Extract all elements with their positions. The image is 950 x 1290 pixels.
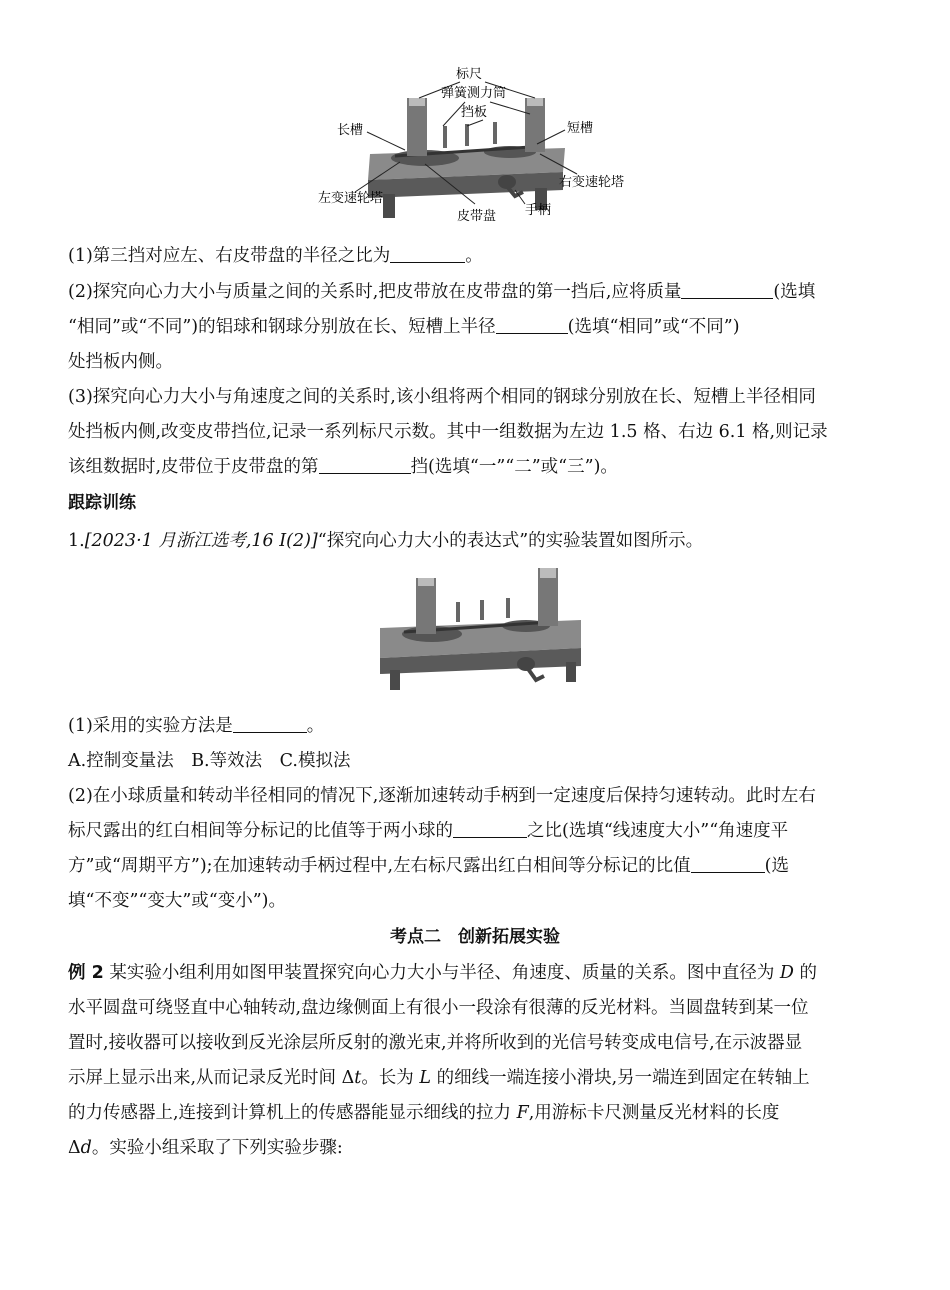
label-tanhuang: 弹簧测力筒 bbox=[441, 86, 507, 101]
label-youlunta: 右变速轮塔 bbox=[559, 175, 625, 190]
right-column bbox=[525, 98, 545, 152]
crank-handle-2 bbox=[526, 666, 544, 680]
label-changcao: 长槽 bbox=[337, 123, 364, 138]
question-1: (1)第三挡对应左、右皮带盘的半径之比为 。 bbox=[68, 246, 483, 266]
track-q1: (1)采用的实验方法是 。 bbox=[68, 716, 325, 736]
label-shoubing: 手柄 bbox=[525, 203, 552, 218]
label-biaochi: 标尺 bbox=[456, 67, 483, 82]
question-2-line-1: (2)探究向心力大小与质量之间的关系时,把皮带放在皮带盘的第一挡后,应将质量 (选填 bbox=[68, 282, 816, 302]
example-2-line-6: Δd。实验小组采取了下列实验步骤: bbox=[68, 1138, 343, 1158]
example-2-line-5: 的力传感器上,连接到计算机上的传感器能显示细线的拉力 F,用游标卡尺测量反光材料的长度 bbox=[68, 1103, 780, 1123]
track-heading: 跟踪训练 bbox=[68, 493, 136, 513]
label-duancao: 短槽 bbox=[567, 121, 594, 136]
track-q2-line-3: 方”或“周期平方”);在加速转动手柄过程中,左右标尺露出红白相间等分标记的比值 (选 bbox=[68, 856, 789, 876]
track-q2-line-4: 填“不变”“变大”或“变小”)。 bbox=[68, 891, 287, 911]
track-q2-line-1: (2)在小球质量和转动半径相同的情况下,逐渐加速转动手柄到一定速度后保持匀速转动。此时左右 bbox=[68, 786, 816, 806]
question-3-line-3: 该组数据时,皮带位于皮带盘的第 挡(选填“一”“二”或“三”)。 bbox=[68, 457, 618, 477]
question-3-line-1: (3)探究向心力大小与角速度之间的关系时,该小组将两个相同的钢球分别放在长、短槽上半径相同 bbox=[68, 387, 816, 407]
track-q2-line-2: 标尺露出的红白相间等分标记的比值等于两小球的 之比(选填“线速度大小”“角速度平 bbox=[68, 821, 789, 841]
section-heading: 考点二 创新拓展实验 bbox=[390, 927, 560, 947]
question-2-line-3: 处挡板内侧。 bbox=[68, 352, 173, 372]
apparatus-figure bbox=[376, 562, 588, 698]
question-2-line-2: “相同”或“不同”)的铝球和钢球分别放在长、短槽上半径 (选填“相同”或“不同”) bbox=[68, 317, 740, 337]
apparatus-figure-labeled bbox=[315, 64, 645, 230]
question-3-line-2: 处挡板内侧,改变皮带挡位,记录一系列标尺示数。其中一组数据为左边 1.5 格、右边 6.1 格,则记录 bbox=[68, 422, 828, 442]
label-dangban: 挡板 bbox=[461, 105, 488, 120]
example-2-line-3: 置时,接收器可以接收到反光涂层所反射的激光束,并将所收到的光信号转变成电信号,在示波器显 bbox=[68, 1033, 803, 1053]
label-zuolunta: 左变速轮塔 bbox=[318, 191, 384, 206]
example-2-line-4: 示屏上显示出来,从而记录反光时间 Δt。长为 L 的细线一端连接小滑块,另一端连到固定在转轴上 bbox=[68, 1068, 810, 1088]
example-2-line-1: 例 2 某实验小组利用如图甲装置探究向心力大小与半径、角速度、质量的关系。图中直径为 D 的 bbox=[68, 963, 818, 983]
example-2-line-2: 水平圆盘可绕竖直中心轴转动,盘边缘侧面上有很小一段涂有很薄的反光材料。当圆盘转到某一位 bbox=[68, 998, 809, 1018]
track-question-1: 1.[2023·1 月浙江选考,16 Ⅰ(2)]“探究向心力大小的表达式”的实验装置如图所示。 bbox=[68, 531, 704, 551]
track-q1-options: A.控制变量法 B.等效法 C.模拟法 bbox=[68, 751, 351, 771]
label-pidaipan: 皮带盘 bbox=[457, 209, 497, 224]
left-column bbox=[407, 98, 427, 156]
